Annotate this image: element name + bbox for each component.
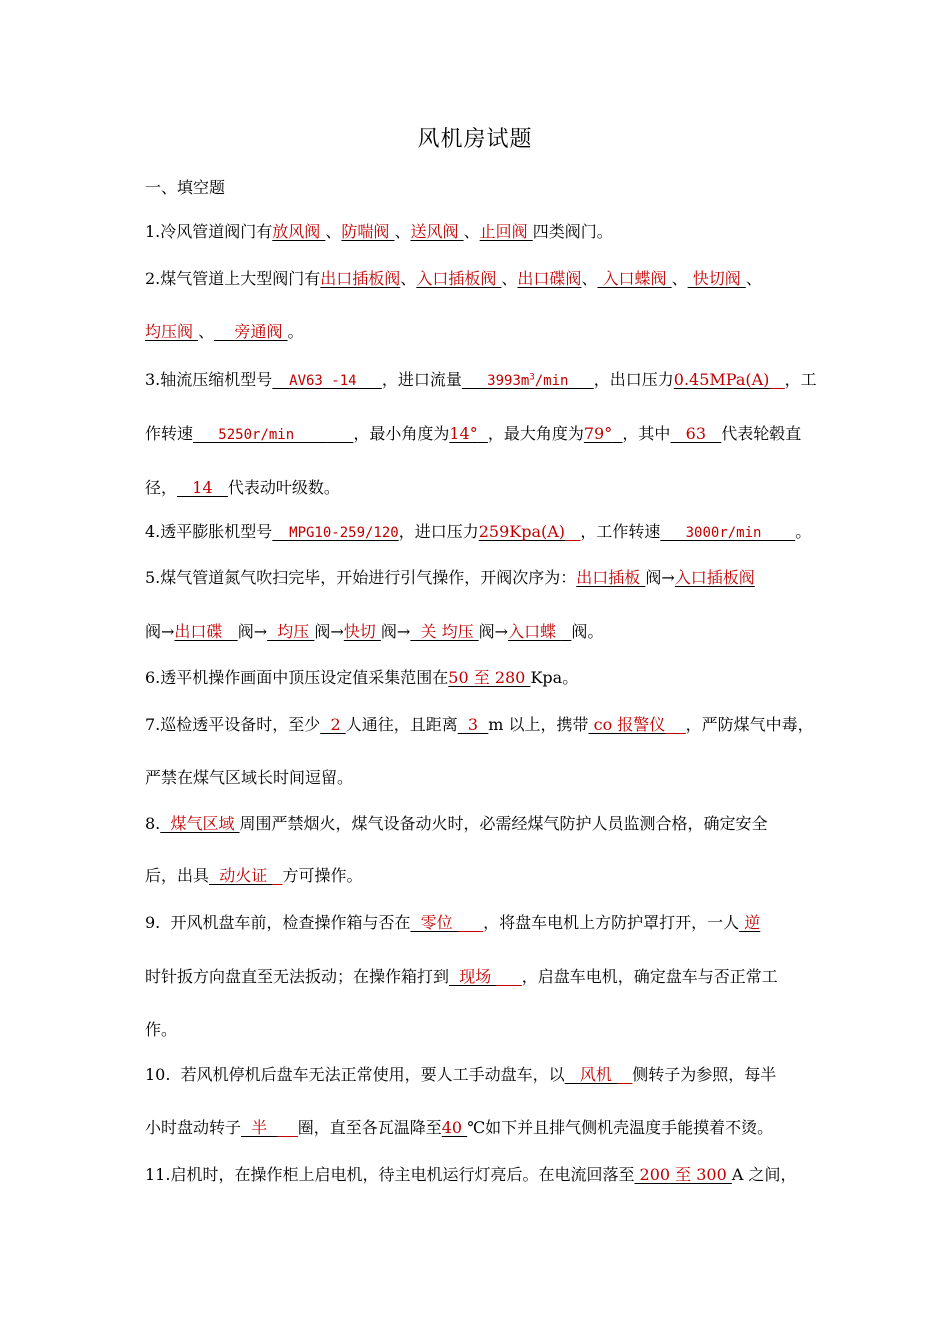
answer: $3993m^3/\min$: [461, 372, 594, 389]
answer: 出口插板阀: [320, 269, 401, 288]
answer: 14°: [449, 424, 478, 443]
answer: 40: [441, 1118, 468, 1137]
question-8-cont: 后，出具 动火证 方可操作。: [145, 866, 363, 885]
page-title: 风机房试题: [417, 127, 533, 152]
answer: 63: [670, 424, 722, 443]
answer: co 报警仪: [588, 715, 666, 734]
question-5-cont: 阀→出口碟 阀→ 均压 阀→快切 阀→ 关 均压 阀→入口蝶 阀。: [145, 622, 604, 641]
answer: 3: [457, 715, 489, 734]
answer: 防喘阀: [341, 222, 395, 241]
answer: 出口插板: [576, 568, 646, 587]
answer: 煤气区域: [160, 814, 240, 833]
question-3-cont-2: 径， 14 代表动叶级数。: [145, 478, 340, 497]
answer: 止回阀: [479, 222, 533, 241]
answer: 5250r/min: [193, 427, 328, 443]
question-3: 3.轴流压缩机型号 AV63 -14 ，进口流量 $3993m^3/\min$ ，出口压力0.45MPa(A) ，工: [145, 370, 817, 389]
answer: 200 至 300: [634, 1165, 732, 1184]
answer: 现场: [449, 967, 497, 986]
answer: 出口碟阀: [517, 269, 582, 288]
answer: 出口碟: [174, 622, 228, 641]
answer: 送风阀: [410, 222, 464, 241]
question-10-cont: 小时盘动转子 半 圈，直至各瓦温降至40 ℃如下并且排气侧机壳温度手能摸着不烫。: [145, 1118, 774, 1137]
answer: AV63 -14: [272, 373, 382, 389]
answer: 放风阀: [272, 222, 326, 241]
question-9-cont-2: 作。: [145, 1020, 178, 1039]
answer: 3000r/min: [660, 525, 796, 541]
answer: 半: [241, 1118, 278, 1137]
question-6: 6.透平机操作画面中顶压设定值采集范围在50 至 280 Kpa。: [145, 668, 579, 687]
answer: 动火证: [209, 866, 273, 885]
question-5: 5.煤气管道氮气吹扫完毕，开始进行引气操作，开阀次序为：出口插板 阀→入口插板阀: [145, 568, 755, 587]
question-7: 7.巡检透平设备时，至少 2 人通往，且距离 3 m 以上，携带 co 报警仪 ，严防煤气中毒，: [145, 715, 814, 734]
answer: 入口蝶: [508, 622, 562, 641]
answer: 79°: [583, 424, 613, 443]
answer: 快切: [343, 622, 381, 641]
answer: 259Kpa(A): [478, 522, 566, 541]
question-4: 4.透平膨胀机型号 MPG10-259/120，进口压力259Kpa(A) ，工作转速 3000r/min 。: [145, 522, 812, 541]
question-10: 10. 若风机停机后盘车无法正常使用，要人工手动盘车，以 风机 侧转子为参照，每半: [145, 1065, 777, 1084]
answer: 入口蝶阀: [597, 269, 672, 288]
answer: 均压: [267, 622, 315, 641]
question-3-cont: 作转速 5250r/min ，最小角度为14° ，最大角度为79° ，其中 63 代表轮毂直: [145, 424, 802, 443]
section-heading: 一、填空题: [145, 178, 226, 197]
answer: 零位: [410, 913, 458, 932]
answer: 0.45MPa(A): [673, 370, 770, 389]
question-2: 2.煤气管道上大型阀门有出口插板阀、入口插板阀 、出口碟阀、 入口蝶阀 、 快切阀 、: [145, 269, 762, 288]
answer: 50 至 280: [448, 668, 531, 687]
answer: 逆: [739, 913, 761, 932]
question-8: 8. 煤气区域 周围严禁烟火，煤气设备动火时，必需经煤气防护人员监测合格，确定安全: [145, 814, 768, 833]
answer: 入口插板阀: [416, 269, 502, 288]
answer: MPG10-259/120: [272, 525, 399, 541]
answer: 关 均压: [410, 622, 479, 641]
answer: 均压阀: [145, 322, 199, 341]
answer: 旁通阀: [234, 322, 288, 341]
question-11: 11.启机时，在操作柜上启电机，待主电机运行灯亮后。在电流回落至 200 至 300 A 之间，: [145, 1165, 797, 1184]
question-9-cont: 时针扳方向盘直至无法扳动；在操作箱打到 现场 ，启盘车电机，确定盘车与否正常工: [145, 967, 778, 986]
answer: 14: [177, 478, 228, 497]
answer: 快切阀: [687, 269, 746, 288]
answer: 2: [320, 715, 346, 734]
question-2-cont: 均压阀 、 旁通阀 。: [145, 322, 304, 341]
answer: 风机: [564, 1065, 617, 1084]
answer: 入口插板阀: [674, 568, 755, 587]
question-9: 9. 开风机盘车前，检查操作箱与否在 零位 ，将盘车电机上方防护罩打开，一人 逆: [145, 913, 761, 932]
question-1: 1.冷风管道阀门有放风阀 、防喘阀 、送风阀 、止回阀 四类阀门。: [145, 222, 613, 241]
question-7-cont: 严禁在煤气区域长时间逗留。: [145, 768, 354, 787]
